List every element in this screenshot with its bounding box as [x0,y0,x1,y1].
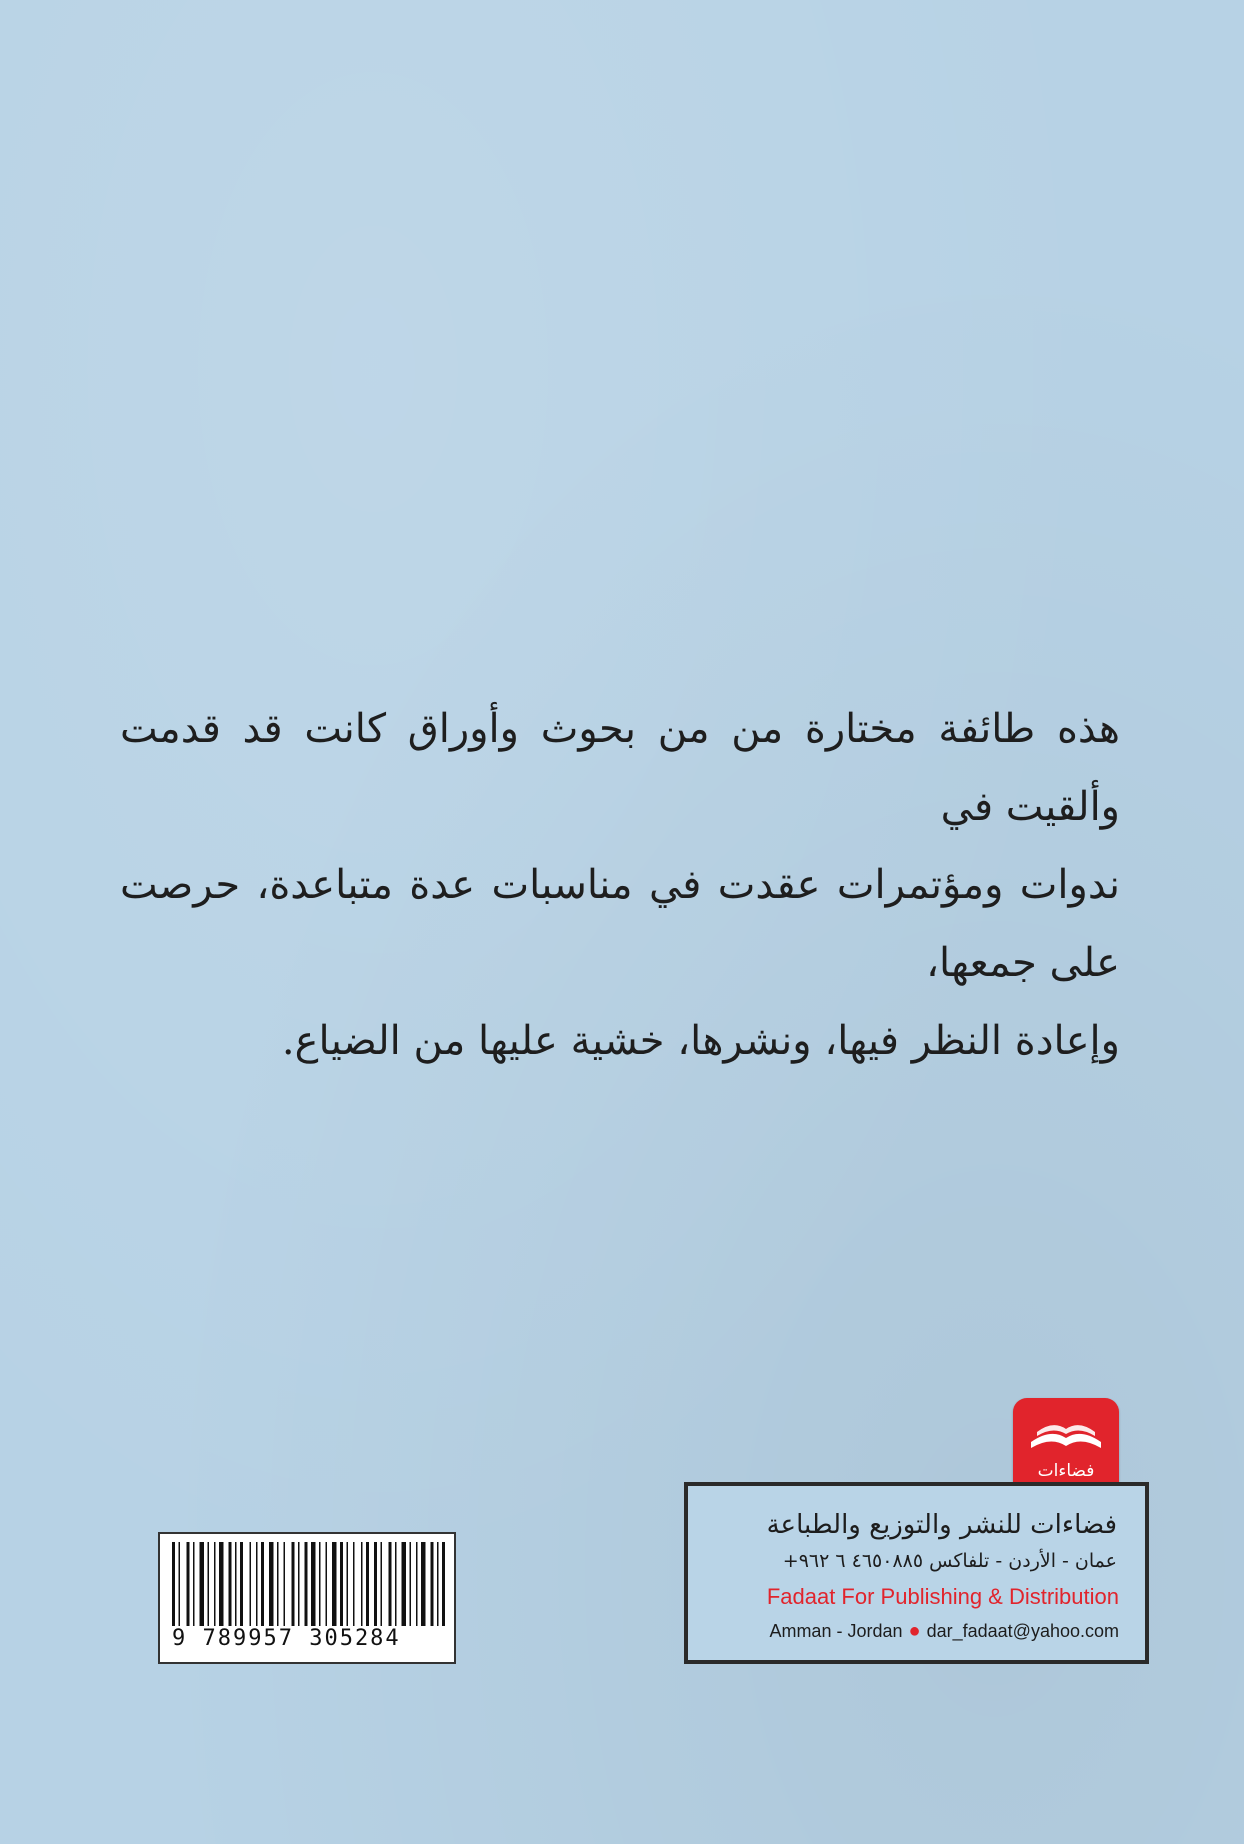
barcode-bar [389,1542,392,1626]
barcode-bar [284,1542,286,1626]
barcode-bar [179,1542,181,1626]
barcode-bar [340,1542,343,1626]
barcode-bar [416,1542,418,1626]
barcode-bar [172,1542,175,1626]
barcode-bar [229,1542,232,1626]
barcode-bar [410,1542,412,1626]
barcode-bars [170,1542,448,1626]
barcode-bar [431,1542,434,1626]
barcode-bar [361,1542,363,1626]
barcode-bar [292,1542,295,1626]
barcode-bar [235,1542,237,1626]
barcode-bar [269,1542,274,1626]
barcode-bar [305,1542,308,1626]
barcode-bar [332,1542,337,1626]
back-cover-blurb [120,690,1120,1080]
barcode-bar [256,1542,258,1626]
barcode-bar [193,1542,195,1626]
barcode-bar [208,1542,210,1626]
isbn-digits: 9 789957 305284 [172,1626,401,1651]
barcode-bar [298,1542,300,1626]
publisher-contact [769,1620,1119,1643]
barcode-bar [437,1542,439,1626]
publisher-email: dar_fadaat@yahoo.com [926,1621,1119,1641]
barcode-bar [326,1542,328,1626]
barcode-bar [240,1542,243,1626]
barcode-bar [366,1542,369,1626]
publisher-info-box [684,1482,1149,1664]
barcode-bar [219,1542,224,1626]
blurb-line-3: وإعادة النظر فيها، ونشرها، خشية عليها من الضياع. [281,1018,1120,1064]
barcode-bar [374,1542,377,1626]
publisher-city: Amman - Jordan [769,1621,903,1641]
barcode-bar [187,1542,190,1626]
barcode-bar [319,1542,321,1626]
barcode-bar [442,1542,445,1626]
barcode-bar [347,1542,349,1626]
publisher-arabic-address: عمان - الأردن - تلفاكس ٤٦٥٠٨٨٥ ٦ ٩٦٢+ [782,1550,1117,1572]
barcode-bar [277,1542,279,1626]
blurb-line-1: هذه طائفة مختارة من من بحوث وأوراق كانت قد قدمت وألقيت في [120,706,1120,830]
logo-title: فضاءات [1037,1461,1095,1481]
separator-dot-icon: ● [908,1620,921,1642]
barcode-bar [421,1542,426,1626]
barcode-bar [250,1542,252,1626]
isbn-barcode [158,1532,456,1664]
barcode-bar [381,1542,383,1626]
barcode-bar [402,1542,407,1626]
barcode-bar [395,1542,397,1626]
blurb-line-2: ندوات ومؤتمرات عقدت في مناسبات عدة متباعدة، حرصت على جمعها، [120,862,1120,986]
barcode-bar [353,1542,355,1626]
barcode-bar [200,1542,205,1626]
barcode-bar [311,1542,316,1626]
barcode-bar [214,1542,216,1626]
publisher-english-name: Fadaat For Publishing & Distribution [766,1584,1119,1609]
publisher-arabic-name: فضاءات للنشر والتوزيع والطباعة [766,1510,1117,1540]
barcode-bar [261,1542,264,1626]
